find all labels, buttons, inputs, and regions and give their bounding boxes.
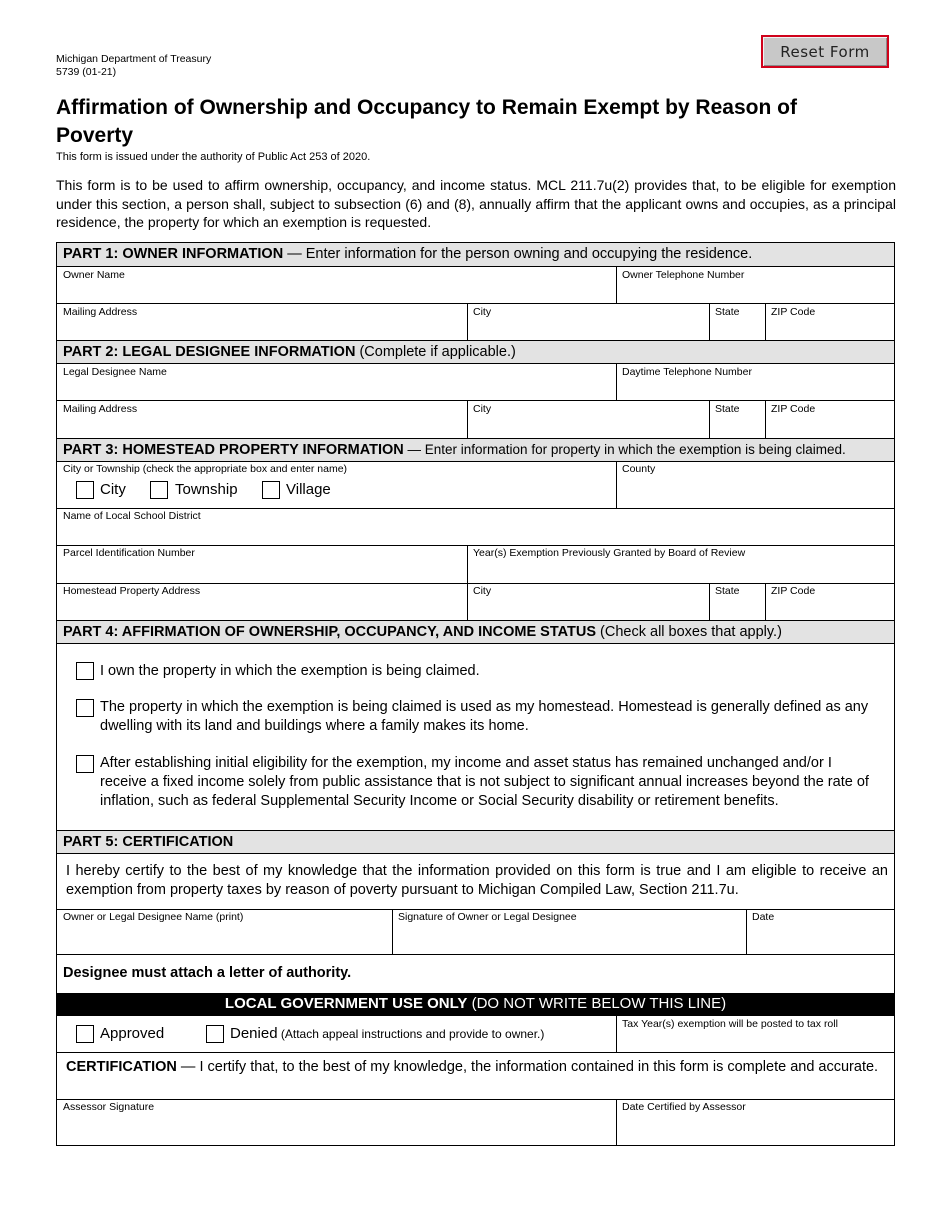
owner-state-field[interactable] [710, 303, 765, 340]
approved-label: Approved [100, 1025, 165, 1042]
county-field[interactable] [617, 461, 894, 508]
name-print-label: Owner or Legal Designee Name (print) [63, 911, 244, 923]
designee-name-label: Legal Designee Name [63, 366, 167, 378]
homestead-statement: The property in which the exemption is being claimed is used as my homestead. Homestead is generally defined as any dwelling with its land and buildings where a family makes its home. [100, 699, 869, 734]
daytime-phone-field[interactable] [617, 363, 894, 400]
property-address-field[interactable] [57, 583, 467, 620]
sign-date-field[interactable] [747, 909, 894, 954]
owner-zip-field[interactable] [766, 303, 894, 340]
tax-year-label: Tax Year(s) exemption will be posted to tax roll [622, 1018, 838, 1030]
designee-state-field[interactable] [710, 400, 765, 438]
denied-note: (Attach appeal instructions and provide to owner.) [277, 1027, 545, 1041]
assessor-signature-label: Assessor Signature [63, 1101, 155, 1113]
owner-city-field[interactable] [468, 303, 709, 340]
property-state-field[interactable] [710, 583, 765, 620]
owner-phone-label: Owner Telephone Number [622, 269, 745, 281]
own-property-checkbox[interactable] [76, 662, 94, 680]
property-zip-label: ZIP Code [771, 585, 816, 597]
intro-paragraph: This form is to be used to affirm ownership, occupancy, and income status. MCL 211.7u(2) provides that, to be eligible for exemption under this section, a person shall, subject to subsection (6) and (8), annually affirm that the applicant owns and occupies, as a principal residence, the property for which an exemption is requested. [56, 177, 896, 230]
property-city-field[interactable] [468, 583, 709, 620]
approved-checkbox[interactable] [76, 1025, 94, 1043]
part4-header: PART 4: AFFIRMATION OF OWNERSHIP, OCCUPANCY, AND INCOME STATUS (Check all boxes that apply.) [57, 621, 894, 643]
sign-date-label: Date [752, 911, 775, 923]
designee-zip-label: ZIP Code [771, 403, 816, 415]
property-zip-field[interactable] [766, 583, 894, 620]
homestead-checkbox[interactable] [76, 699, 94, 717]
owner-name-label: Owner Name [63, 269, 125, 281]
years-granted-label: Year(s) Exemption Previously Granted by Board of Review [473, 547, 746, 559]
certification-text: I hereby certify to the best of my knowledge that the information provided on this form is true and I am eligible to receive an exemption from property taxes by reason of poverty pursuant to Michigan Compiled Law, Section 211.7u. [66, 863, 888, 898]
agency-header [56, 53, 211, 79]
designee-mailing-label: Mailing Address [63, 403, 138, 415]
owner-zip-label: ZIP Code [771, 306, 816, 318]
property-state-label: State [715, 585, 740, 597]
designee-city-label: City [473, 403, 492, 415]
denied-checkbox[interactable] [206, 1025, 224, 1043]
form-title: Affirmation of Ownership and Occupancy to Remain Exempt by Reason of Poverty [56, 96, 797, 147]
assessor-certification: CERTIFICATION — I certify that, to the best of my knowledge, the information contained in this form is complete and accurate. [66, 1059, 879, 1075]
owner-phone-field[interactable] [617, 266, 894, 303]
owner-state-label: State [715, 306, 740, 318]
part5-header: PART 5: CERTIFICATION [57, 831, 894, 853]
owner-signature-label: Signature of Owner or Legal Designee [398, 911, 577, 923]
part1-header: PART 1: OWNER INFORMATION — Enter information for the person owning and occupying the residence. [57, 243, 894, 266]
village-checkbox[interactable] [262, 481, 280, 499]
owner-mailing-field[interactable] [57, 303, 467, 340]
township-option-label: Township [175, 481, 238, 498]
tax-year-field[interactable] [617, 1030, 894, 1052]
assessor-signature-field[interactable] [57, 1099, 616, 1145]
years-granted-field[interactable] [468, 545, 894, 583]
property-address-label: Homestead Property Address [63, 585, 201, 597]
designee-zip-field[interactable] [766, 400, 894, 438]
authority-note: This form is issued under the authority of Public Act 253 of 2020. [56, 151, 371, 163]
designee-state-label: State [715, 403, 740, 415]
local-government-header: LOCAL GOVERNMENT USE ONLY (DO NOT WRITE BELOW THIS LINE) [57, 993, 894, 1016]
form-number: 5739 (01-21) [56, 66, 117, 78]
date-certified-label: Date Certified by Assessor [622, 1101, 746, 1113]
designee-name-field[interactable] [57, 363, 616, 400]
owner-city-label: City [473, 306, 492, 318]
parcel-id-field[interactable] [57, 545, 467, 583]
parcel-id-label: Parcel Identification Number [63, 547, 195, 559]
part2-header: PART 2: LEGAL DESIGNEE INFORMATION (Complete if applicable.) [57, 341, 894, 363]
township-checkbox[interactable] [150, 481, 168, 499]
owner-signature-field[interactable] [393, 909, 746, 954]
city-option-label: City [100, 481, 126, 498]
own-property-statement: I own the property in which the exemption is being claimed. [100, 663, 480, 679]
owner-name-field[interactable] [57, 266, 616, 303]
city-checkbox[interactable] [76, 481, 94, 499]
designee-mailing-field[interactable] [57, 400, 467, 438]
school-district-label: Name of Local School District [63, 510, 201, 522]
date-certified-field[interactable] [617, 1099, 894, 1145]
income-status-checkbox[interactable] [76, 755, 94, 773]
exemption-form [56, 242, 895, 1146]
daytime-phone-label: Daytime Telephone Number [622, 366, 752, 378]
reset-form-button[interactable]: Reset Form [761, 35, 889, 68]
property-city-label: City [473, 585, 492, 597]
part3-header: PART 3: HOMESTEAD PROPERTY INFORMATION — Enter information for property in which the exemption is being claimed. [57, 439, 894, 461]
denied-label: Denied (Attach appeal instructions and provide to owner.) [230, 1025, 545, 1042]
agency-name: Michigan Department of Treasury [56, 53, 212, 65]
designee-note: Designee must attach a letter of authority. [63, 965, 352, 981]
city-township-label: City or Township (check the appropriate box and enter name) [63, 463, 348, 475]
owner-mailing-label: Mailing Address [63, 306, 138, 318]
school-district-field[interactable] [57, 508, 894, 545]
income-status-statement: After establishing initial eligibility for the exemption, my income and asset status has remained unchanged and/or I receive a fixed income solely from public assistance that is not subject to significant annual increases beyond the rate of inflation, such as federal Supplemental Security Income or Social Security disability or retirement benefits. [100, 755, 869, 809]
designee-city-field[interactable] [468, 400, 709, 438]
county-label: County [622, 463, 656, 475]
name-print-field[interactable] [57, 909, 392, 954]
village-option-label: Village [286, 481, 331, 498]
